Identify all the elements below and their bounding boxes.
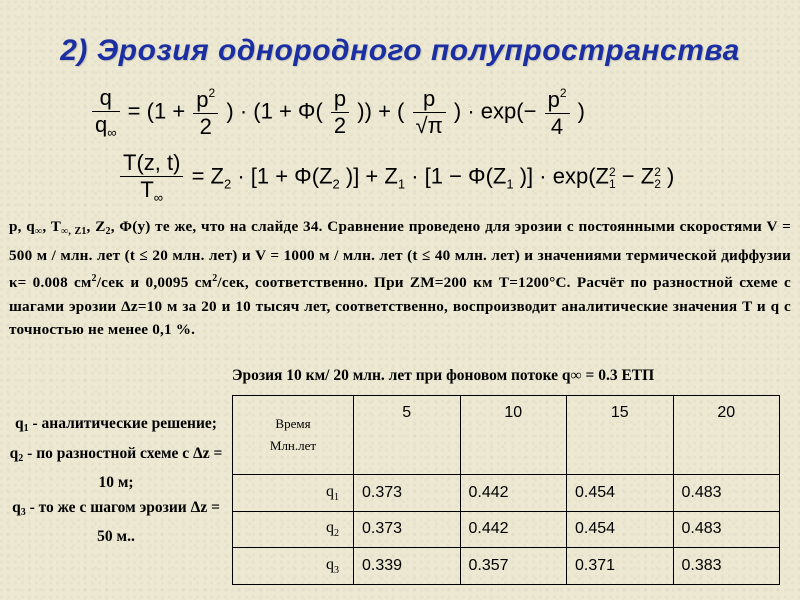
table-row-q1 [233, 474, 780, 511]
time-header-cell: Время Млн.лет [233, 396, 354, 475]
row-label: $q_3$ [233, 548, 354, 585]
table-cell: 0.483 [673, 511, 780, 548]
table-cell: 0.373 [354, 474, 461, 511]
legend-q2: q2 - по разностной схеме с Δz = 10 м; [9, 444, 223, 491]
formula1-term3-fraction: $\frac{p}{√\pi}$ [413, 86, 446, 139]
legend-notes [6, 412, 226, 550]
table-cell: 0.383 [673, 548, 780, 585]
table-cell: 0.373 [354, 511, 461, 548]
row-label: $q_2$ [233, 511, 354, 548]
description-paragraph: р, q∞, T∞, Z1, Z2, Φ(y) те же, что на слайде 34. Сравнение проведено для эрозии с постоянными скоростями V = 500 м / млн. лет (t ≤ 20 млн. лет) и V = 1000 м / млн. лет (t ≤ 40 млн. лет) и значениями термической диффузии κ= 0.008 $см^2$/сек и 0,0095 $см^2$/сек, соответственно. При ZM=200 км T=1200°С. Расчёт по разностной схеме с шагами эрозии Δz=10 м за 20 и 10 тысяч лет, соответственно, воспроизводит аналитические значения T и q с точностью не менее 0,1 %. [9, 218, 791, 338]
table-row-q2 [233, 511, 780, 548]
table-cell: 0.442 [460, 474, 567, 511]
table-cell: 0.483 [673, 474, 780, 511]
slide-title: 2) Эрозия однородного полупространства [60, 34, 740, 67]
results-table [232, 395, 780, 585]
table-cell: 0.357 [460, 548, 567, 585]
column-header: 20 [673, 396, 780, 475]
legend-q1: q1 - аналитические решение; [15, 415, 217, 434]
table-cell: 0.454 [567, 474, 674, 511]
column-header: 10 [460, 396, 567, 475]
legend-q3: q3 - то же с шагом эрозии Δz = 50 м.. [12, 498, 220, 545]
formula2-lhs-fraction: $\frac{T(z, t)}{T_\infty}$ [120, 150, 183, 205]
formula1-lhs-fraction: $\frac{q}{q_\infty}$ [92, 85, 120, 140]
table-cell: 0.339 [354, 548, 461, 585]
table-cell: 0.454 [567, 511, 674, 548]
table-cell: 0.442 [460, 511, 567, 548]
column-header: 15 [567, 396, 674, 475]
formula1-term1-fraction: $\frac{p^2}{2}$ [193, 86, 218, 140]
formula1-exp-fraction: $\frac{p^2}{4}$ [545, 86, 570, 140]
column-header: 5 [354, 396, 461, 475]
formula1-term2-fraction: $\frac{p}{2}$ [331, 86, 349, 139]
row-label: $q_1$ [233, 474, 354, 511]
table-row-q3 [233, 548, 780, 585]
table-cell: 0.371 [567, 548, 674, 585]
table-header-row [233, 396, 780, 475]
formula-heat-flux: $\frac{q}{q_\infty}$ = (1 + $\frac{p^2}{2}$ ) · (1 + Φ( $\frac{p}{2}$ )) + ( $\frac{p}{√\pi}$ ) · exp(− $\frac{p^2}{4}$ ) [90, 85, 585, 140]
table-caption: Эрозия 10 км/ 20 млн. лет при фоновом потоке q∞ = 0.3 ЕТП [232, 367, 655, 384]
formula-temperature: $\frac{T(z, t)}{T_\infty}$ = $Z_2 \cdot [1 + \Phi(Z_2$ )] + $Z_1 \cdot [1 - \Phi(Z_1$ )] · exp(Z 2 1 − Z 2 2 ) [118, 150, 674, 205]
